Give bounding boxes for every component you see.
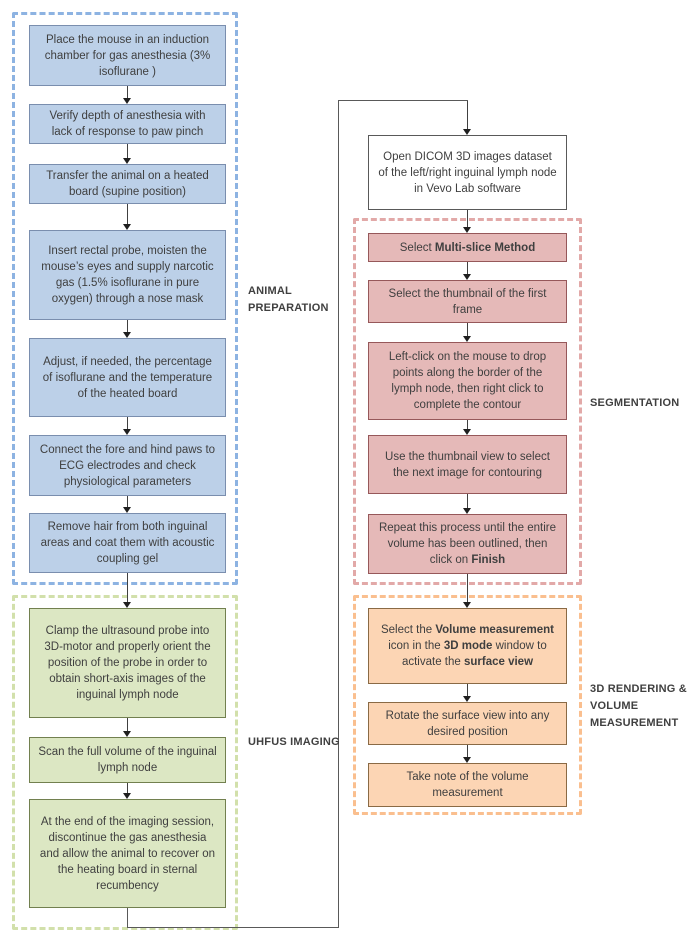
down-arrow-icon: [463, 745, 472, 763]
step-box: Select the Volume measurement icon in the 3D mode window to activate the surface view: [368, 608, 567, 684]
down-arrow-icon: [463, 494, 472, 514]
down-arrow-icon: [463, 210, 472, 233]
down-arrow-icon: [123, 86, 132, 104]
down-arrow-icon: [463, 323, 472, 342]
down-arrow-icon: [123, 320, 132, 338]
step-box: Rotate the surface view into any desired position: [368, 702, 567, 745]
loop-connector-segment: [338, 100, 339, 928]
down-arrow-icon: [463, 101, 472, 135]
step-box: Take note of the volume measurement: [368, 763, 567, 807]
down-arrow-icon: [463, 420, 472, 435]
down-arrow-icon: [123, 144, 132, 164]
loop-connector-segment: [338, 100, 468, 101]
step-box: Left-click on the mouse to drop points along the border of the lymph node, then right click to complete the contour: [368, 342, 567, 420]
step-box: Remove hair from both inguinal areas and coat them with acoustic coupling gel: [29, 513, 226, 573]
step-box: Transfer the animal on a heated board (supine position): [29, 164, 226, 204]
step-box: Scan the full volume of the inguinal lymph node: [29, 737, 226, 783]
phase-label-uhfus-imaging: UHFUS IMAGING: [248, 736, 340, 748]
down-arrow-icon: [463, 262, 472, 280]
step-box: Use the thumbnail view to select the next image for contouring: [368, 435, 567, 494]
down-arrow-icon: [123, 496, 132, 513]
step-box: Adjust, if needed, the percentage of isoflurane and the temperature of the heated board: [29, 338, 226, 417]
step-box: Place the mouse in an induction chamber for gas anesthesia (3% isoflurane ): [29, 25, 226, 86]
step-box: Select Multi-slice Method: [368, 233, 567, 262]
step-box: Clamp the ultrasound probe into 3D-motor and properly orient the position of the probe in order to obtain short-axis images of the inguinal lymph node: [29, 608, 226, 718]
down-arrow-icon: [123, 718, 132, 737]
loop-connector-segment: [127, 927, 339, 928]
step-box: Verify depth of anesthesia with lack of response to paw pinch: [29, 104, 226, 144]
down-arrow-icon: [123, 783, 132, 799]
down-arrow-icon: [463, 684, 472, 702]
step-box: At the end of the imaging session, discontinue the gas anesthesia and allow the animal to recover on the heating board in sternal recumbency: [29, 799, 226, 908]
loop-connector-segment: [127, 908, 128, 928]
phase-label-rendering: 3D RENDERING & VOLUME MEASUREMENT: [590, 683, 687, 729]
down-arrow-icon: [123, 417, 132, 435]
phase-label-animal-preparation: ANIMAL PREPARATION: [248, 285, 329, 314]
step-box: Repeat this process until the entire volume has been outlined, then click on Finish: [368, 514, 567, 574]
step-box: Select the thumbnail of the first frame: [368, 280, 567, 323]
step-box: Insert rectal probe, moisten the mouse’s eyes and supply narcotic gas (1.5% isoflurane in pure oxygen) through a nose mask: [29, 230, 226, 320]
phase-label-segmentation: SEGMENTATION: [590, 397, 680, 409]
down-arrow-icon: [463, 574, 472, 608]
step-box: Connect the fore and hind paws to ECG electrodes and check physiological parameters: [29, 435, 226, 496]
step-box-open-dicom: Open DICOM 3D images dataset of the left/right inguinal lymph node in Vevo Lab software: [368, 135, 567, 210]
down-arrow-icon: [123, 204, 132, 230]
down-arrow-icon: [123, 573, 132, 608]
